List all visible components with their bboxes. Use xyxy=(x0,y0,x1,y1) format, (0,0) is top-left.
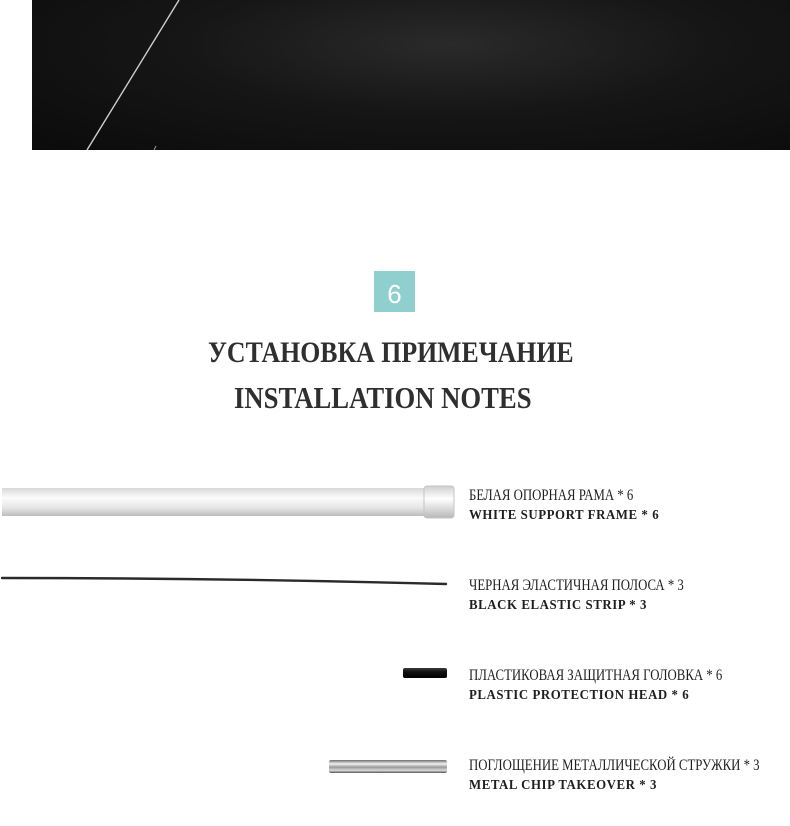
step-number-badge: 6 xyxy=(374,271,415,312)
section-title-ru: УСТАНОВКА ПРИМЕЧАНИЕ xyxy=(208,336,574,369)
part-name-ru: ПОГЛОЩЕНИЕ МЕТАЛЛИЧЕСКОЙ СТРУЖКИ * 3 xyxy=(469,757,760,774)
part-name-en: METAL CHIP TAKEOVER * 3 xyxy=(469,778,658,793)
part-name-ru: ЧЕРНАЯ ЭЛАСТИЧНАЯ ПОЛОСА * 3 xyxy=(469,577,684,594)
part-row-white-support-frame xyxy=(0,470,790,540)
part-name-ru: ПЛАСТИКОВАЯ ЗАЩИТНАЯ ГОЛОВКА * 6 xyxy=(469,667,723,684)
part-row-black-elastic-strip xyxy=(0,560,790,630)
part-name-en: BLACK ELASTIC STRIP * 3 xyxy=(469,598,648,613)
tent-frame-line xyxy=(32,0,790,150)
hero-photo xyxy=(32,0,790,150)
part-label-metal-chip-takeover xyxy=(469,756,790,796)
plastic-protection-head-image xyxy=(402,667,448,679)
white-support-frame-image xyxy=(0,484,458,520)
part-name-en: PLASTIC PROTECTION HEAD * 6 xyxy=(469,688,690,703)
metal-chip-takeover-image xyxy=(328,758,448,776)
part-label-white-support-frame xyxy=(469,486,676,526)
part-label-black-elastic-strip xyxy=(469,576,738,616)
part-name-en: WHITE SUPPORT FRAME * 6 xyxy=(469,508,660,523)
part-row-metal-chip-takeover xyxy=(0,740,790,810)
section-title-en: INSTALLATION NOTES xyxy=(234,380,532,415)
part-name-ru: БЕЛАЯ ОПОРНАЯ РАМА * 6 xyxy=(469,487,634,504)
part-label-plastic-protection-head xyxy=(469,666,786,706)
black-elastic-strip-image xyxy=(0,572,450,588)
part-row-plastic-protection-head xyxy=(0,650,790,720)
